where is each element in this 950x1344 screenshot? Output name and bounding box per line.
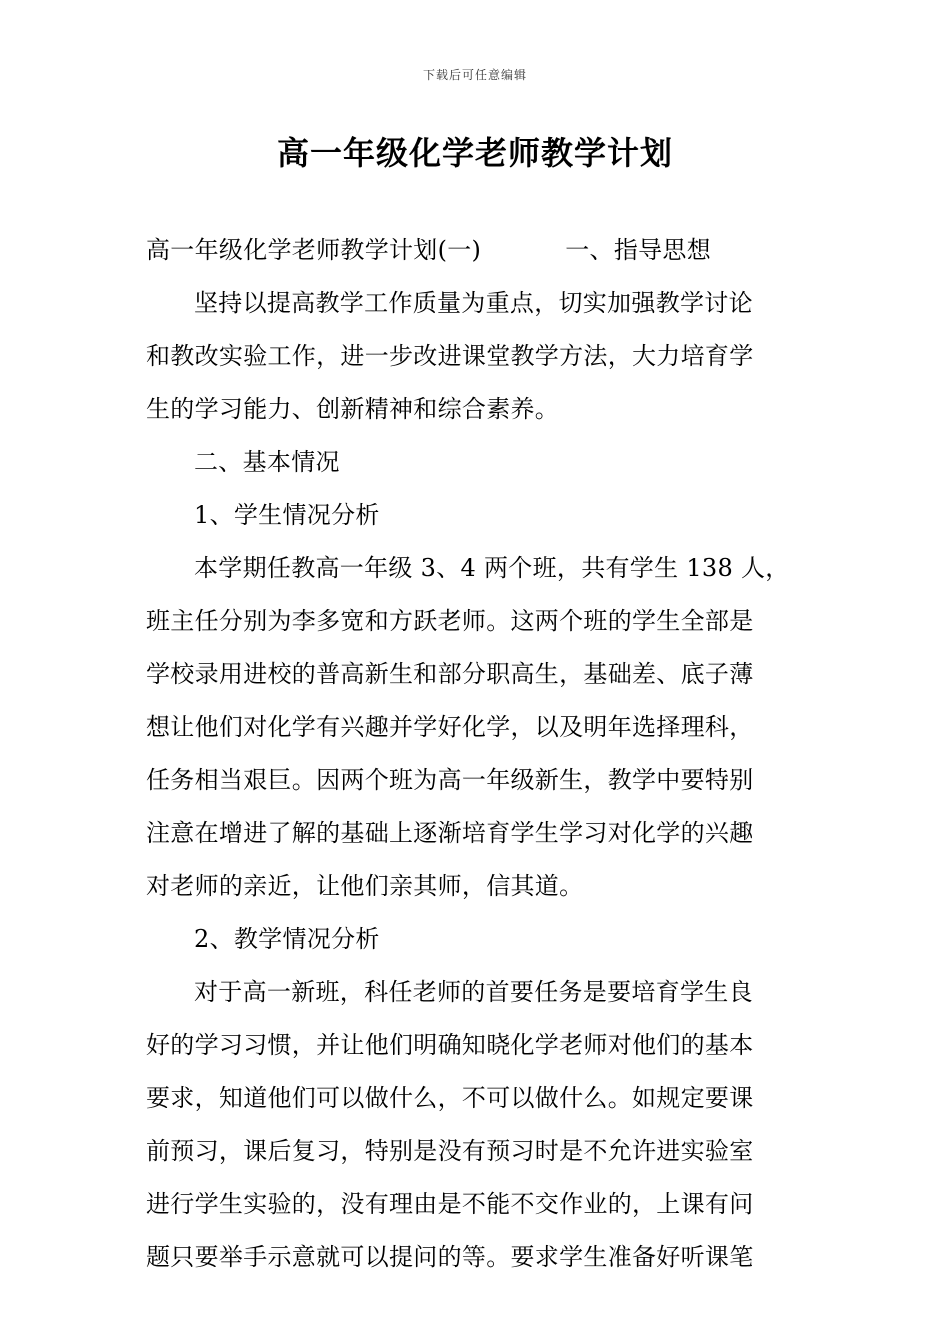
paragraph-line: 本学期任教高一年级 3、4 两个班，共有学生 138 人， — [194, 554, 790, 582]
document-title: 高一年级化学老师教学计划 — [276, 134, 673, 172]
paragraph-line: 生的学习能力、创新精神和综合素养。 — [146, 395, 560, 423]
paragraph-line — [146, 224, 808, 277]
sub-heading: 一、指导思想 — [565, 236, 712, 264]
section-heading: 高一年级化学老师教学计划(一) — [146, 236, 482, 264]
paragraph-line: 对老师的亲近，让他们亲其师，信其道。 — [146, 872, 584, 900]
header-note: 下载后可任意编辑 — [422, 68, 527, 82]
paragraph-line: 班主任分别为李多宽和方跃老师。这两个班的学生全部是 — [146, 607, 754, 635]
paragraph-line: 好的学习习惯，并让他们明确知晓化学老师对他们的基本 — [146, 1031, 754, 1059]
paragraph-line: 二、基本情况 — [194, 448, 340, 476]
paragraph-line: 注意在增进了解的基础上逐渐培育学生学习对化学的兴趣 — [146, 819, 754, 847]
paragraph-line: 学校录用进校的普高新生和部分职高生，基础差、底子薄 — [146, 660, 754, 688]
paragraph-line: 题只要举手示意就可以提问的等。要求学生准备好听课笔 — [146, 1243, 754, 1271]
paragraph-line: 进行学生实验的，没有理由是不能不交作业的，上课有问 — [146, 1190, 754, 1218]
paragraph-line: 要求，知道他们可以做什么，不可以做什么。如规定要课 — [146, 1084, 754, 1112]
paragraph-line: 任务相当艰巨。因两个班为高一年级新生，教学中要特别 — [146, 766, 754, 794]
paragraph-line: 2、教学情况分析 — [194, 925, 380, 953]
paragraph-line: 想让他们对化学有兴趣并学好化学，以及明年选择理科， — [146, 713, 754, 741]
paragraph-line: 1、学生情况分析 — [194, 501, 380, 529]
paragraph-line: 对于高一新班，科任老师的首要任务是要培育学生良 — [194, 978, 753, 1006]
document-body — [146, 224, 808, 1284]
paragraph-line: 坚持以提高教学工作质量为重点，切实加强教学讨论 — [194, 289, 753, 317]
paragraph-line: 前预习，课后复习，特别是没有预习时是不允许进实验室 — [146, 1137, 754, 1165]
paragraph-line: 和教改实验工作，进一步改进课堂教学方法，大力培育学 — [146, 342, 754, 370]
